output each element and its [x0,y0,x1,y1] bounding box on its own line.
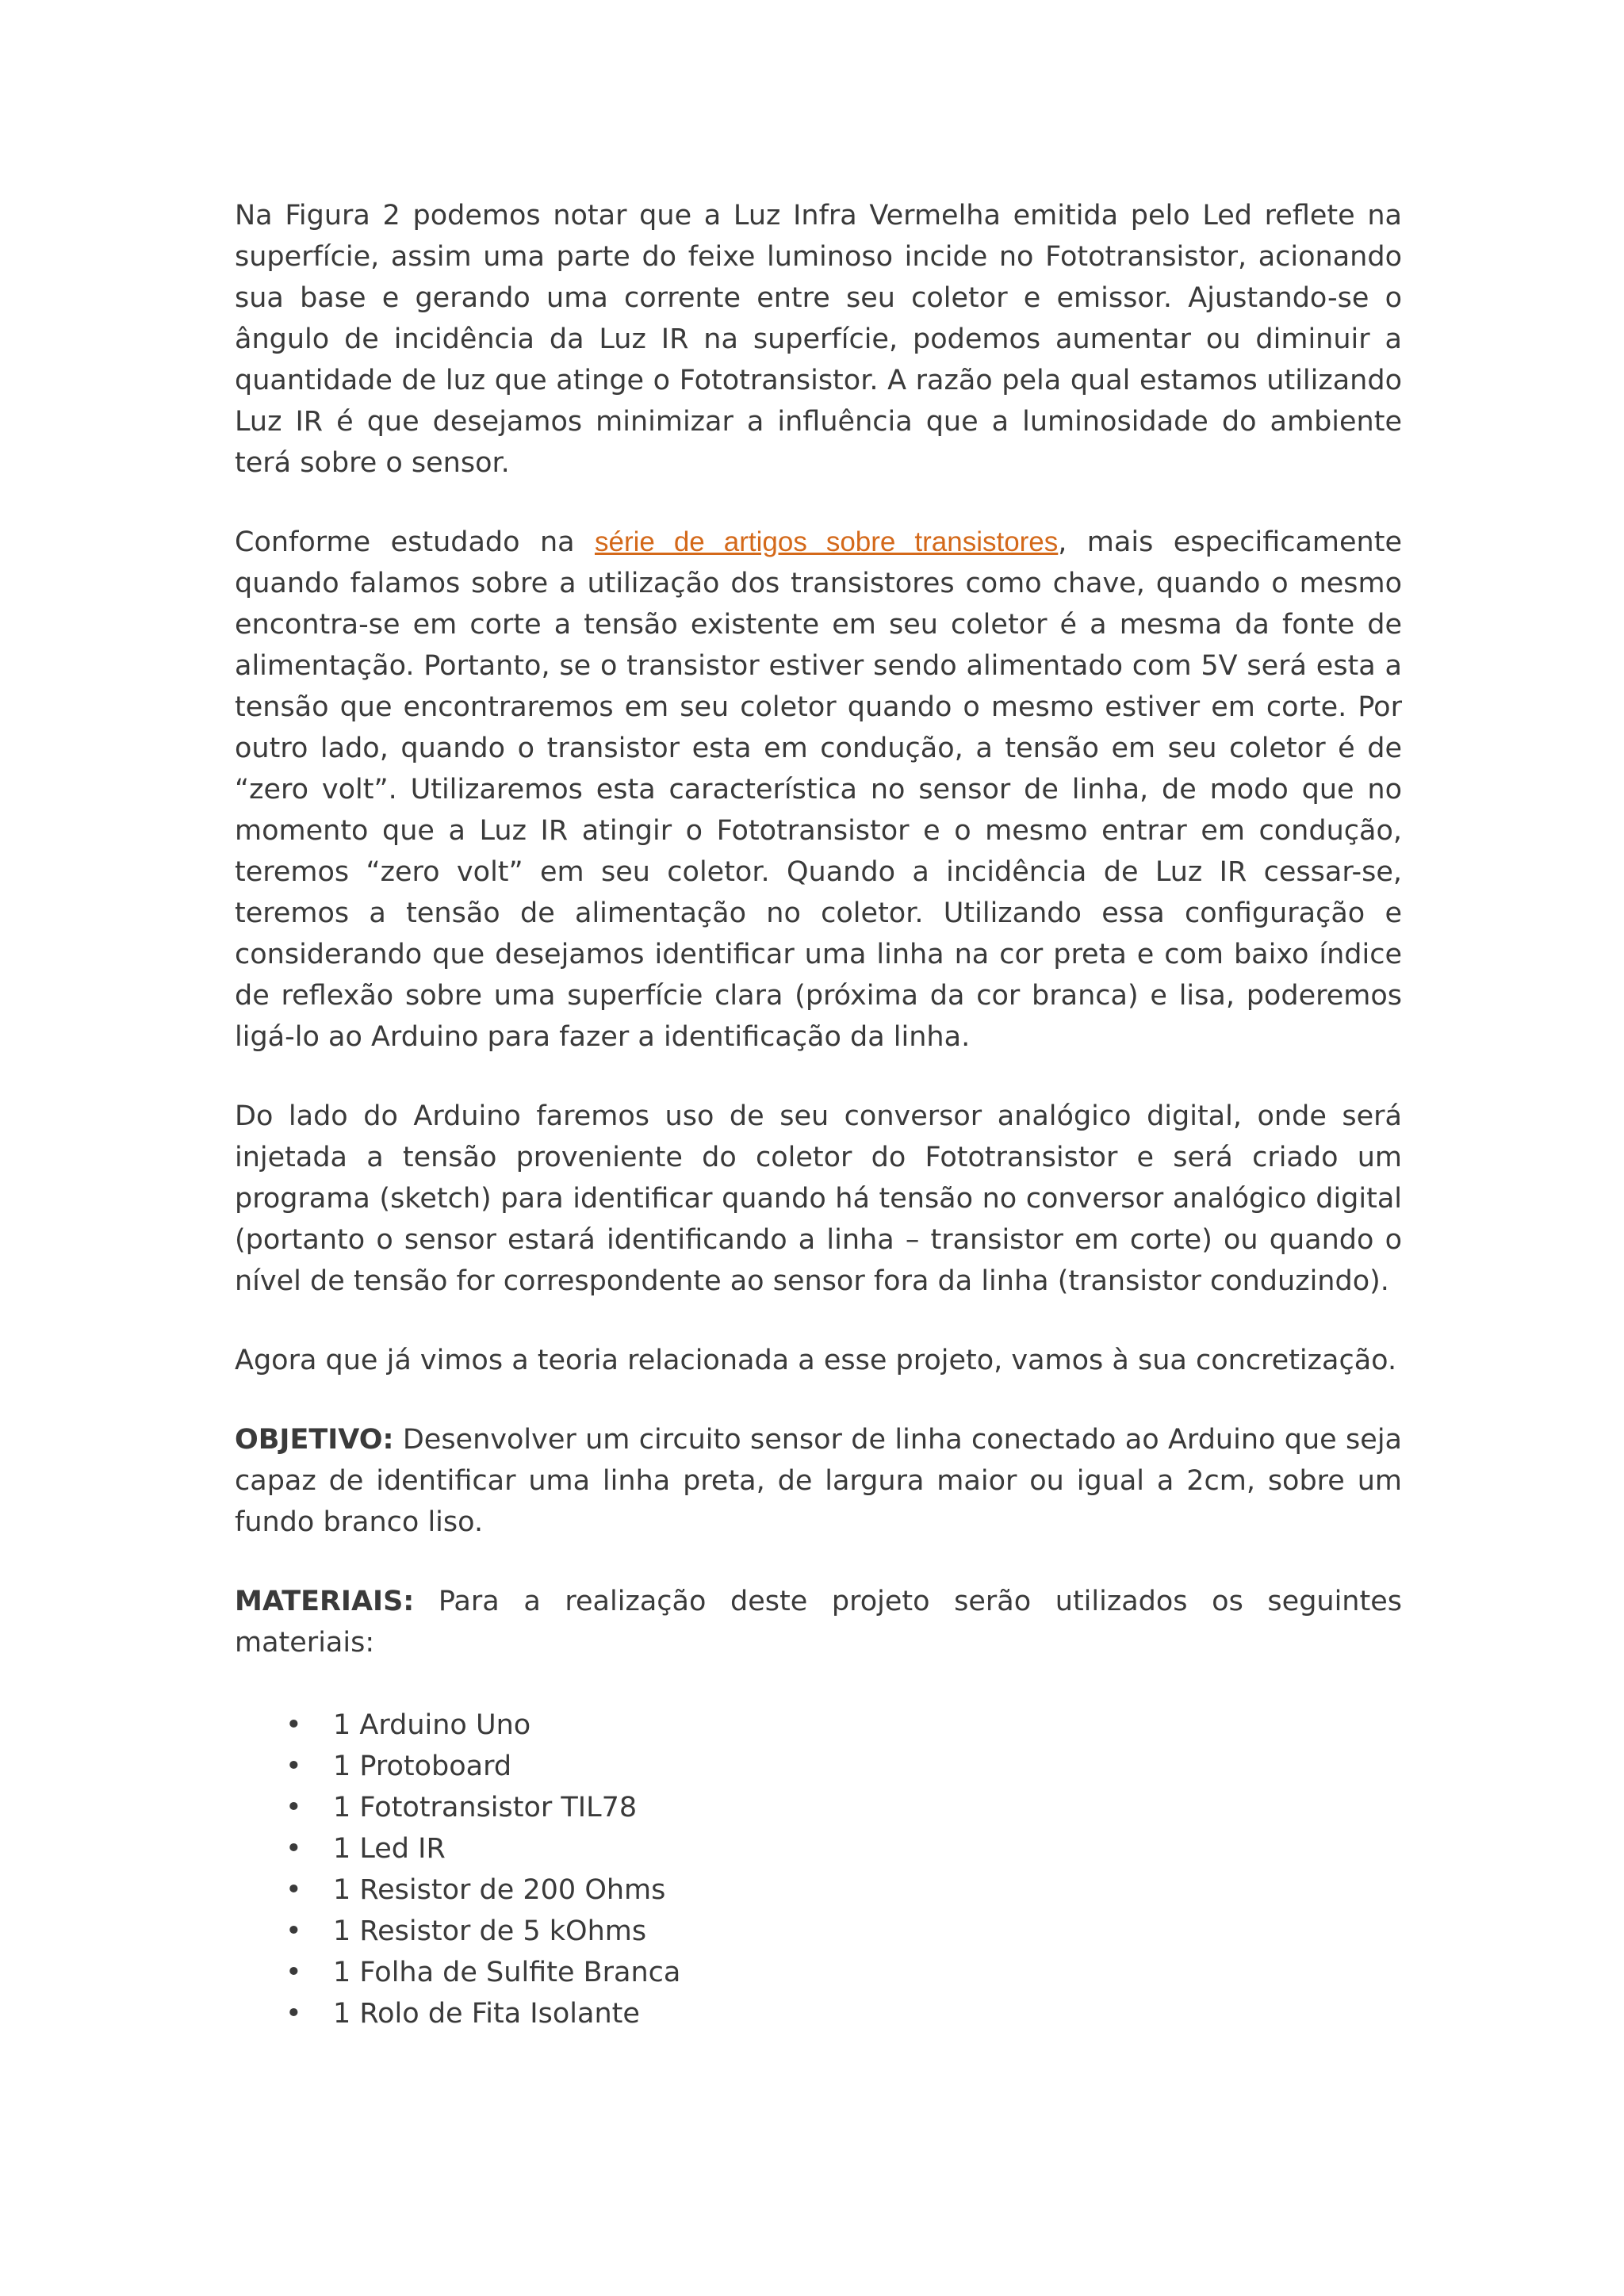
list-item-text: 1 Led IR [333,1833,446,1865]
list-item [235,1828,1402,1869]
list-item [235,1705,1402,1746]
paragraph-text: , mais especificamente quando falamos sobre a utilização dos transistores como chave, quando o mesmo encontra-se em corte a tensão existente em seu coletor é a mesma da fonte de alimentação. Portanto, se o transistor estiver sendo alimentado com 5V será esta a tensão que encontraremos em seu coletor quando o mesmo estiver em corte. Por outro lado, quando o transistor esta em condução, a tensão em seu coletor é de “zero volt”. Utilizaremos esta característica no sensor de linha, de modo que no momento que a Luz IR atingir o Fototransistor e o mesmo entrar em condução, teremos “zero volt” em seu coletor. Quando a incidência de Luz IR cessar-se, teremos a tensão de alimentação no coletor. Utilizando essa configuração e considerando que desejamos identificar uma linha na cor preta e com baixo índice de reflexão sobre uma superfície clara (próxima da cor branca) e lisa, poderemos ligá-lo ao Arduino para fazer a identificação da linha. [235,526,1402,1053]
bullet-icon: • [285,1751,302,1782]
list-item [235,1869,1402,1911]
list-item [235,1787,1402,1828]
materials-label: MATERIAIS: [235,1586,415,1617]
materials-intro-text: Para a realização deste projeto serão utilizados os seguintes materiais: [235,1586,1402,1659]
list-item-text: 1 Resistor de 200 Ohms [333,1874,666,1906]
bullet-icon: • [285,1709,302,1741]
paragraph-figure-2: Na Figura 2 podemos notar que a Luz Infra Vermelha emitida pelo Led reflete na superfície, assim uma parte do feixe luminoso incide no Fototransistor, acionando sua base e gerando uma corrente entre seu coletor e emissor. Ajustando-se o ângulo de incidência da Luz IR na superfície, podemos aumentar ou diminuir a quantidade de luz que atinge o Fototransistor. A razão pela qual estamos utilizando Luz IR é que desejamos minimizar a influência que a luminosidade do ambiente terá sobre o sensor. [235,200,1402,479]
document-body [235,195,1402,2034]
bullet-icon: • [285,1874,302,1906]
bullet-icon: • [285,1998,302,2030]
bullet-icon: • [285,1792,302,1823]
materials-section [235,1581,1402,1663]
paragraph-transition: Agora que já vimos a teoria relacionada a esse projeto, vamos à sua concretização. [235,1345,1397,1376]
bullet-icon: • [285,1957,302,1988]
objective-section [235,1419,1402,1543]
list-item [235,1911,1402,1952]
paragraph-text: Conforme estudado na [235,526,595,558]
list-item-text: 1 Fototransistor TIL78 [333,1792,638,1823]
transistor-articles-link[interactable]: série de artigos sobre transistores [594,526,1059,557]
list-item [235,1993,1402,2034]
bullet-icon: • [285,1915,302,1947]
list-item-text: 1 Resistor de 5 kOhms [333,1915,647,1947]
list-item-text: 1 Rolo de Fita Isolante [333,1998,640,2030]
paragraph-transistor-theory [235,522,1402,1058]
paragraph-arduino-adc: Do lado do Arduino faremos uso de seu conversor analógico digital, onde será injetada a tensão proveniente do coletor do Fototransistor e será criado um programa (sketch) para identificar quando há tensão no conversor analógico digital (portanto o sensor estará identificando a linha – transistor em corte) ou quando o nível de tensão for correspondente ao sensor fora da linha (transistor conduzindo). [235,1100,1402,1297]
list-item-text: 1 Arduino Uno [333,1709,531,1741]
list-item [235,1746,1402,1787]
objective-label: OBJETIVO: [235,1424,394,1456]
list-item-text: 1 Folha de Sulfite Branca [333,1957,681,1988]
list-item-text: 1 Protoboard [333,1751,512,1782]
materials-list [235,1705,1402,2034]
objective-text: Desenvolver um circuito sensor de linha conectado ao Arduino que seja capaz de identificar uma linha preta, de largura maior ou igual a 2cm, sobre um fundo branco liso. [235,1424,1402,1538]
bullet-icon: • [285,1833,302,1865]
list-item [235,1952,1402,1993]
